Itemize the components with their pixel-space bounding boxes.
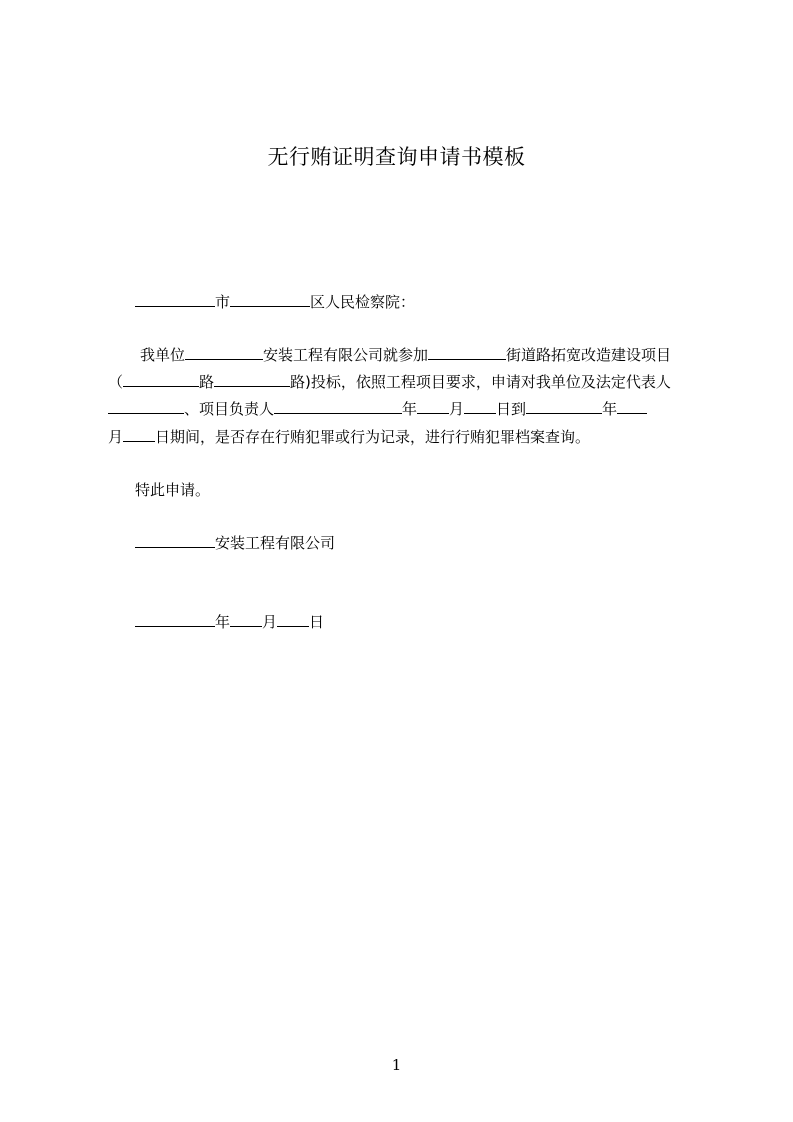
end-month-blank [617,398,647,414]
signature-company-blank [135,532,215,548]
body-line-1 [140,344,671,365]
body-text: 日到 [496,400,527,418]
body-text: 年 [402,400,418,418]
body-text: 路)投标，依照工程项目要求，申请对我单位及法定代表人 [290,373,671,391]
end-year-blank [526,398,602,414]
road-blank-1 [123,371,199,387]
road-blank-2 [214,371,290,387]
date-month-blank [230,611,262,627]
closing-text: 特此申请。 [135,481,211,499]
district-suffix: 区人民检察院： [310,293,416,311]
end-day-blank [123,426,155,442]
date-year-blank [135,611,215,627]
date-year-label: 年 [215,613,231,631]
date-month-label: 月 [262,613,278,631]
body-line-2 [108,371,671,392]
addressee-line [135,291,415,312]
signature-company-suffix: 安装工程有限公司 [215,534,336,552]
body-text: 月 [449,400,465,418]
city-suffix: 市 [215,293,231,311]
body-text: 、项目负责人 [184,400,275,418]
legal-rep-blank [108,398,184,414]
start-day-blank [464,398,496,414]
body-text: 月 [108,428,124,446]
document-title: 无行贿证明查询申请书模板 [267,145,526,169]
date-day-label: 日 [309,613,325,631]
body-text: 年 [602,400,618,418]
start-month-blank [417,398,449,414]
body-text: 我单位 [140,346,186,364]
date-day-blank [277,611,309,627]
body-text: 路 [199,373,215,391]
company-blank [185,344,263,360]
body-line-3 [108,398,647,419]
body-text: 街道路拓宽改造建设项目 [506,346,672,364]
body-line-4 [108,426,590,447]
city-blank [135,291,215,307]
date-line [135,611,324,632]
body-text: 日期间，是否存在行贿犯罪或行为记录，进行行贿犯罪档案查询。 [155,428,591,446]
body-text: 安装工程有限公司就参加 [263,346,429,364]
street-blank [428,344,506,360]
signature-line [135,532,335,553]
project-manager-blank [274,398,402,414]
district-blank [230,291,310,307]
body-text: （ [108,373,124,391]
page-number: 1 [391,1056,402,1074]
